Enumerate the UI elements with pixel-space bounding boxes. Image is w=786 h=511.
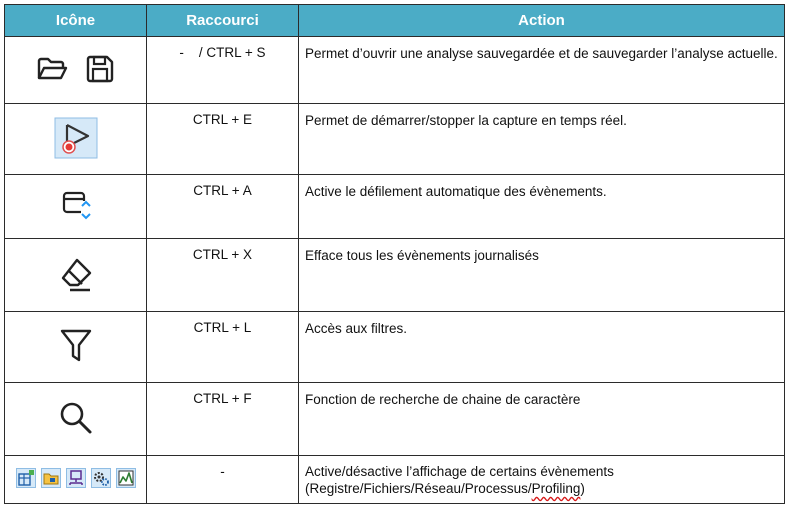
files-icon	[41, 468, 61, 488]
action-cell: Active le défilement automatique des évènements.	[299, 175, 785, 239]
action-cell: Permet d’ouvrir une analyse sauvegardée et de sauvegarder l’analyse actuelle.	[299, 37, 785, 104]
profiling-icon	[116, 468, 136, 488]
icon-cell	[5, 312, 147, 383]
profiling-word: Profiling	[531, 481, 581, 496]
shortcut-cell: -	[147, 456, 299, 504]
action-cell	[299, 456, 785, 504]
table-row	[5, 239, 785, 312]
action-line-2	[305, 480, 778, 497]
action-line-2-end: )	[580, 481, 585, 496]
action-line-1: Active/désactive l’affichage de certains évènements	[305, 464, 614, 479]
header-action: Action	[299, 5, 785, 37]
icon-cell	[5, 456, 147, 504]
table-row	[5, 383, 785, 456]
autoscroll-icon	[59, 188, 93, 222]
icon-cell	[5, 175, 147, 239]
filter-icon	[58, 326, 94, 366]
table-row	[5, 175, 785, 239]
process-icon	[91, 468, 111, 488]
network-icon	[66, 468, 86, 488]
header-row	[5, 5, 785, 37]
folder-open-icon	[36, 54, 70, 84]
action-cell: Efface tous les évènements journalisés	[299, 239, 785, 312]
shortcut-cell: - / CTRL + S	[147, 37, 299, 104]
shortcut-cell: CTRL + A	[147, 175, 299, 239]
action-cell: Fonction de recherche de chaine de caractère	[299, 383, 785, 456]
table-row	[5, 456, 785, 504]
shortcut-cell: CTRL + L	[147, 312, 299, 383]
header-shortcut: Raccourci	[147, 5, 299, 37]
header-icon: Icône	[5, 5, 147, 37]
shortcut-cell: CTRL + X	[147, 239, 299, 312]
record-play-icon	[54, 117, 98, 159]
shortcut-cell: CTRL + F	[147, 383, 299, 456]
icon-cell	[5, 383, 147, 456]
table-row	[5, 312, 785, 383]
icon-cell	[5, 239, 147, 312]
action-cell: Permet de démarrer/stopper la capture en temps réel.	[299, 104, 785, 175]
search-icon	[56, 398, 96, 438]
icon-cell	[5, 37, 147, 104]
shortcuts-table	[4, 4, 785, 504]
save-icon	[84, 53, 116, 85]
action-line-2-start: (Registre/Fichiers/Réseau/Processus/	[305, 481, 532, 496]
table-row	[5, 37, 785, 104]
table-row	[5, 104, 785, 175]
registry-icon	[16, 468, 36, 488]
icon-cell	[5, 104, 147, 175]
shortcut-cell: CTRL + E	[147, 104, 299, 175]
action-cell: Accès aux filtres.	[299, 312, 785, 383]
eraser-icon	[56, 254, 96, 294]
